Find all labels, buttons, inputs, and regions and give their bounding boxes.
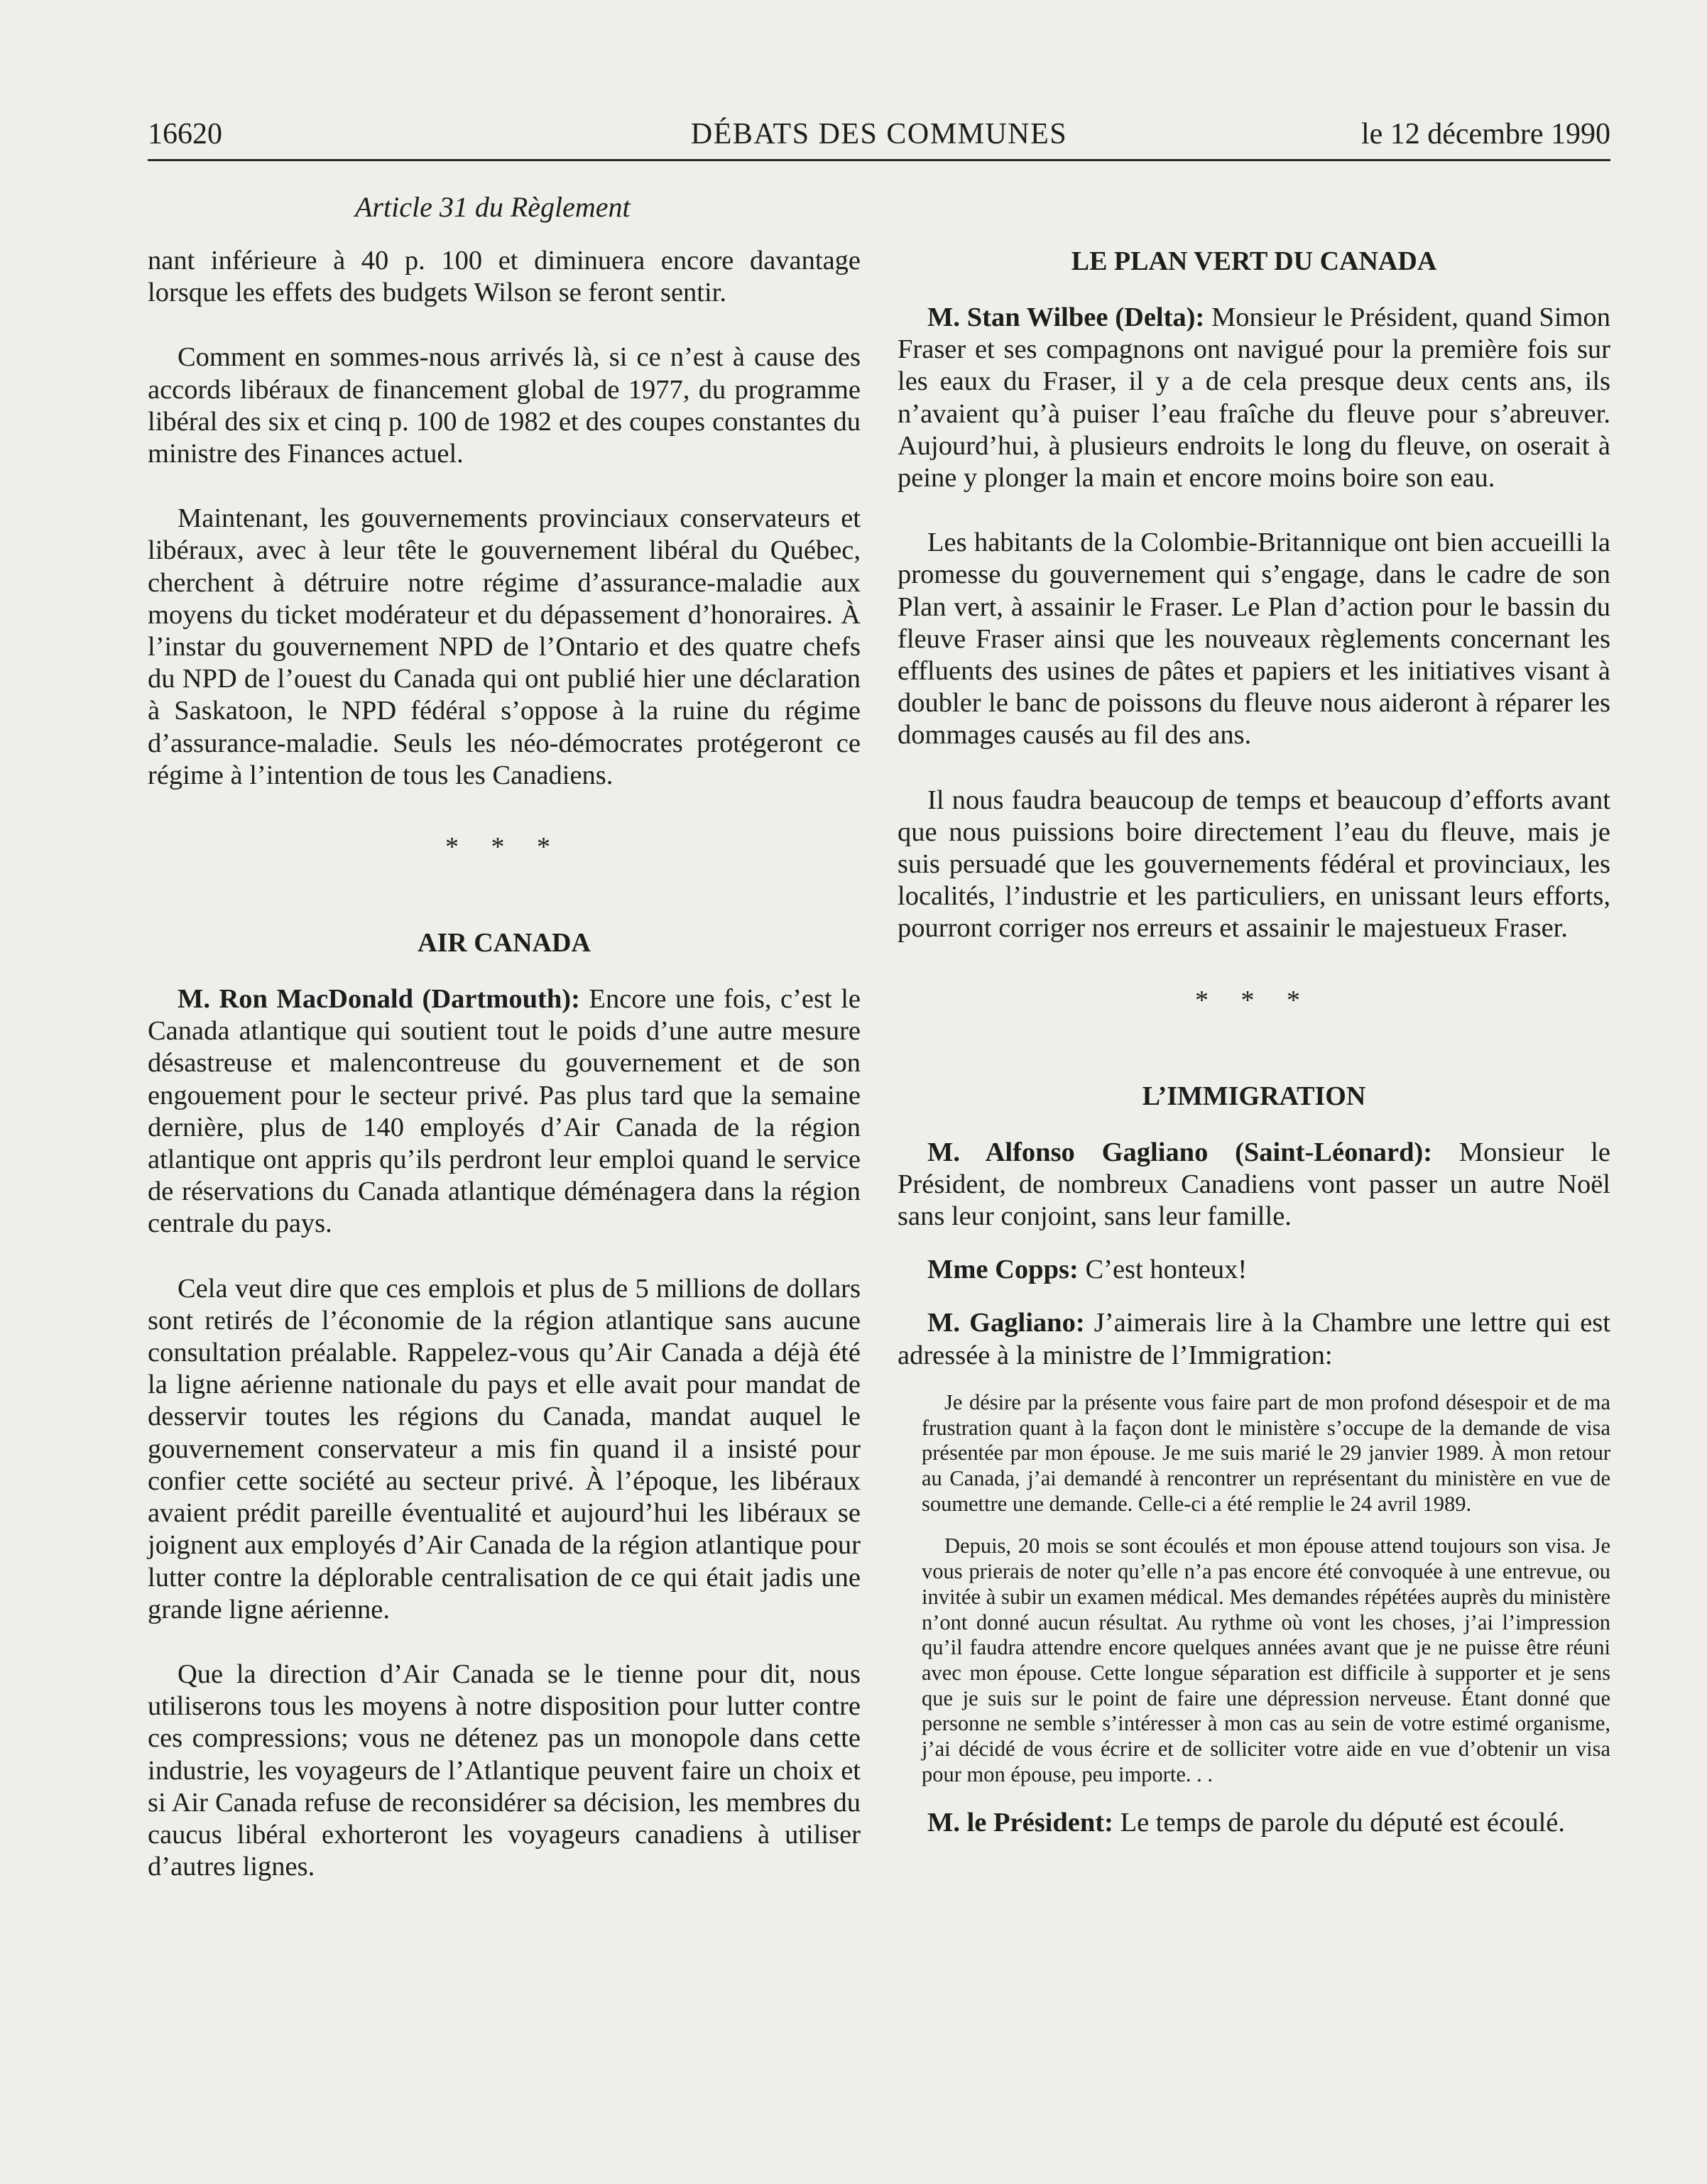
paragraph: Que la direction d’Air Canada se le tienne pour dit, nous utiliserons tous les moyens à notre disposition pour lutter contre ces compressions; vous ne détenez pas un monopole dans cette industrie, les voyageurs de l’Atlantique peuvent faire un choix et si Air Canada refuse de reconsidérer sa décision, les membres du caucus libéral exhorteront les voyageurs canadiens à utiliser d’autres lignes. [148,1659,861,1882]
speaker-name: M. Ron MacDonald (Dartmouth): [178,984,580,1015]
right-column [898,245,1610,1840]
quoted-letter-paragraph: Depuis, 20 mois se sont écoulés et mon épouse attend toujours son visa. Je vous prierais de noter qu’elle n’a pas encore été convoquée à une entrevue, ou invitée à subir un examen médical. Mes demandes répétées auprès du ministère n’ont donné aucun résultat. Au rythme où vont les choses, j’ai l’impression qu’il faudra attendre encore quelques années avant que je ne puisse être réuni avec mon épouse. Cette longue séparation est difficile à supporter et je sens que je suis sur le point de faire une dépression nerveuse. Étant donné que personne ne semble s’intéresser à mon cas au sein de votre estimé organisme, j’ai décidé de vous écrire et de solliciter votre aide en vue d’obtenir un visa pour mon épouse, peu importe. . . [922,1534,1610,1786]
publication-title: DÉBATS DES COMMUNES [690,118,1068,151]
speech-text: J’aimerais lire à la Chambre une lettre qui est adressée à la ministre de l’Immigration: [898,1308,1610,1370]
paragraph: nant inférieure à 40 p. 100 et diminuera encore davantage lorsque les effets des budgets Wilson se feront sentir. [148,246,861,308]
paragraph: Les habitants de la Colombie-Britannique ont bien accueilli la promesse du gouvernement qui s’engage, dans le cadre de son Plan vert, à assainir le Fraser. Le Plan d’action pour le bassin du fleuve Fraser ainsi que les nouveaux règlements concernant les effluents des usines de pâtes et papiers et les initiatives visant à doubler le banc de poissons du fleuve nous aideront à réparer les dommages causés au fil des ans. [898,528,1610,750]
speech-text: C’est honteux! [1078,1255,1248,1285]
speech-paragraph [898,1307,1610,1371]
section-heading-immigration: L’IMMIGRATION [1142,1081,1366,1111]
section-separator: * * * [445,832,563,863]
section-separator: * * * [1195,985,1313,1015]
quoted-letter-paragraph: Je désire par la présente vous faire part de mon profond désespoir et de ma frustration quant à la façon dont le ministère s’occupe de la demande de visa présentée par mon épouse. Je me suis marié le 29 janvier 1989. À mon retour au Canada, j’ai demandé à rencontrer un représentant du ministère en vue de soumettre une demande. Celle-ci a été remplie le 24 avril 1989. [922,1389,1610,1516]
paragraph: Il nous faudra beaucoup de temps et beaucoup d’efforts avant que nous puissions boire directement l’eau du fleuve, mais je suis persuadé que les gouvernements fédéral et provinciaux, les localités, l’industrie et les particuliers, en unissant leurs efforts, pourront corriger nos erreurs et assainir le majestueux Fraser. [898,785,1610,944]
paragraph: Comment en sommes-nous arrivés là, si ce n’est à cause des accords libéraux de financement global de 1977, du programme libéral des six et cinq p. 100 de 1982 et des coupes constantes du ministre des Finances actuel. [148,342,861,469]
speaker-name: Mme Copps: [927,1255,1079,1285]
speech-paragraph [148,983,861,1240]
speaker-name: M. le Président: [927,1808,1113,1838]
page-date: le 12 décembre 1990 [1360,118,1610,151]
paragraph: Cela veut dire que ces emplois et plus de 5 millions de dollars sont retirés de l’économie de la région atlantique sans aucune consultation préalable. Rappelez-vous qu’Air Canada a déjà été la ligne aérienne nationale du pays et elle avait pour mandat de desservir toutes les régions du Canada, mandat auquel le gouvernement conservateur a mis fin quand il a insisté pour confier cette société au secteur privé. À l’époque, les libéraux avaient prédit pareille éventualité et aujourd’hui les libéraux se joignent aux employés d’Air Canada de la région atlantique pour lutter contre la déplorable centralisation de ce qui était jadis une grande ligne aérienne. [148,1273,861,1625]
speech-paragraph [898,302,1610,494]
left-column [148,245,861,1883]
section-heading-plan-vert: LE PLAN VERT DU CANADA [1071,246,1437,276]
paragraph: Maintenant, les gouvernements provinciaux conservateurs et libéraux, avec à leur tête le gouvernement libéral du Québec, cherchent à détruire notre régime d’assurance-maladie aux moyens du ticket modérateur et du dépassement d’honoraires. À l’instar du gouvernement NPD de l’Ontario et des quatre chefs du NPD de l’ouest du Canada qui ont publié hier une déclaration à Saskatoon, le NPD fédéral s’oppose à la ruine du régime d’assurance-maladie. Seuls les néo-démocrates protégeront ce régime à l’intention de tous les Canadiens. [148,503,861,790]
speaker-name: M. Gagliano: [927,1308,1085,1338]
speech-text: Encore une fois, c’est le Canada atlantique qui soutient tout le poids d’une autre mesure désastreuse et malencontreuse du gouvernement et de son engouement pour le secteur privé. Pas plus tard que la semaine dernière, plus de 140 employés d’Air Canada de la région atlantique ont appris qu’ils perdront leur emploi quand le service de réservations du Canada atlantique déménagera dans la région centrale du pays. [148,984,861,1239]
page-number: 16620 [148,118,222,151]
speech-text: Monsieur le Président, quand Simon Fraser et ses compagnons ont navigué pour la première fois sur les eaux du Fraser, il y a de cela presque deux cents ans, ils n’avaient qu’à puiser l’eau fraîche du fleuve pour s’abreuver. Aujourd’hui, à plusieurs endroits le long du fleuve, on oserait à peine y plonger la main et encore moins boire son eau. [898,302,1610,493]
speech-paragraph [898,1254,1610,1286]
speech-text: Le temps de parole du député est écoulé. [1113,1808,1566,1838]
speaker-name: M. Stan Wilbee (Delta): [927,302,1205,332]
speech-paragraph [898,1137,1610,1233]
section-subheader: Article 31 du Règlement [355,191,631,223]
section-heading-air-canada: AIR CANADA [418,928,591,959]
speech-paragraph [898,1807,1610,1839]
speech-text: Monsieur le Président, de nombreux Canadiens vont passer un autre Noël sans leur conjoint, sans leur famille. [898,1137,1611,1232]
page-header [148,114,1610,161]
speaker-name: M. Alfonso Gagliano (Saint-Léonard): [927,1137,1433,1167]
